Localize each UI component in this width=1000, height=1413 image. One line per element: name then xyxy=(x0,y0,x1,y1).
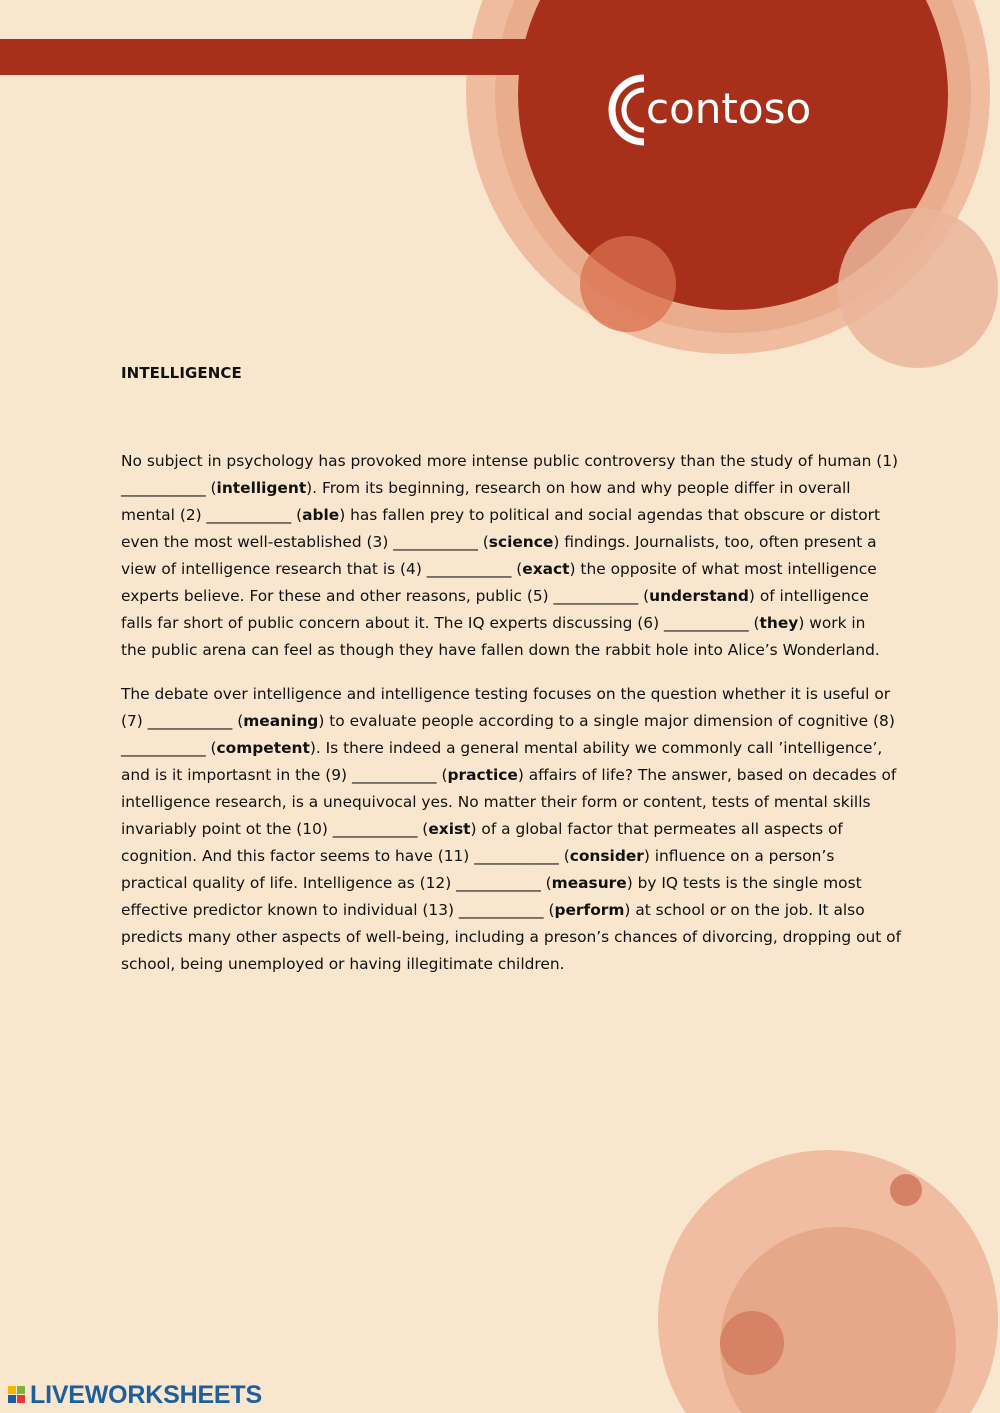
text-line xyxy=(121,610,891,637)
text-line xyxy=(121,843,891,870)
keyword: practice xyxy=(447,766,518,784)
text-line xyxy=(121,529,891,556)
text-line xyxy=(121,502,891,529)
text-segment: ) work in xyxy=(798,614,866,632)
keyword: measure xyxy=(551,874,627,892)
text-line xyxy=(121,789,891,816)
footer-brand: LIVEWORKSHEETS xyxy=(30,1381,262,1409)
keyword: perform xyxy=(554,901,625,919)
text-segment: ) influence on a person’s xyxy=(643,847,835,865)
keyword: able xyxy=(302,506,340,524)
text-segment: ) has fallen prey to political and social agendas that obscure or distort xyxy=(339,506,880,524)
text-line xyxy=(121,448,899,475)
text-line xyxy=(121,951,891,978)
text-segment: invariably point ot the (10) ___________ ( xyxy=(121,820,429,838)
text-segment: ) findings. Journalists, too, often present a xyxy=(553,533,877,551)
contoso-logo xyxy=(608,70,838,150)
text-line xyxy=(121,583,891,610)
text-segment: cognition. And this factor seems to have (11) ___________ ( xyxy=(121,847,570,865)
deco-circle-small-left xyxy=(580,236,676,332)
text-line xyxy=(121,870,891,897)
text-line xyxy=(121,556,891,583)
text-line xyxy=(121,924,901,951)
deco-bottom-small xyxy=(720,1311,784,1375)
text-segment: and is it importasnt in the (9) ___________ ( xyxy=(121,766,448,784)
page-title: INTELLIGENCE xyxy=(121,364,242,382)
keyword: intelligent xyxy=(216,479,307,497)
text-segment: the public arena can feel as though they have fallen down the rabbit hole into Alice’s Wonderland. xyxy=(121,641,880,659)
text-segment: view of intelligence research that is (4) ___________ ( xyxy=(121,560,523,578)
logo-wordmark: contoso xyxy=(646,84,812,133)
text-segment: experts believe. For these and other reasons, public (5) ___________ ( xyxy=(121,587,650,605)
keyword: consider xyxy=(569,847,644,865)
text-segment: ) to evaluate people according to a single major dimension of cognitive (8) xyxy=(318,712,895,730)
text-segment: ) the opposite of what most intelligence xyxy=(569,560,877,578)
keyword: science xyxy=(488,533,554,551)
text-segment: ___________ ( xyxy=(121,739,217,757)
deco-circle-small-right xyxy=(838,208,998,368)
text-segment: intelligence research, is a unequivocal yes. No matter their form or content, tests of mental skills xyxy=(121,793,871,811)
text-segment: ) of intelligence xyxy=(748,587,869,605)
text-segment: school, being unemployed or having illegitimate children. xyxy=(121,955,565,973)
keyword: meaning xyxy=(243,712,319,730)
text-segment: mental (2) ___________ ( xyxy=(121,506,303,524)
text-segment: practical quality of life. Intelligence as (12) ___________ ( xyxy=(121,874,552,892)
text-segment: predicts many other aspects of well-being, including a preson’s chances of divorcing, dropping out of xyxy=(121,928,901,946)
liveworksheets-icon xyxy=(8,1380,30,1410)
deco-bottom-dot xyxy=(890,1174,922,1206)
text-line xyxy=(121,816,891,843)
text-line xyxy=(121,762,897,789)
paragraph-1 xyxy=(121,448,899,664)
text-segment: The debate over intelligence and intelligence testing focuses on the question whether it is useful or xyxy=(121,685,891,703)
text-line xyxy=(121,897,891,924)
text-line xyxy=(121,708,895,735)
keyword: they xyxy=(759,614,799,632)
text-line xyxy=(121,475,891,502)
text-line xyxy=(121,681,891,708)
paragraph-2 xyxy=(121,681,901,978)
text-segment: effective predictor known to individual (13) ___________ ( xyxy=(121,901,555,919)
text-segment: ). Is there indeed a general mental ability we commonly call ’intelligence’, xyxy=(309,739,883,757)
text-segment: ). From its beginning, research on how and why people differ in overall xyxy=(306,479,851,497)
text-line xyxy=(121,637,891,664)
text-segment: ) at school or on the job. It also xyxy=(624,901,865,919)
keyword: competent xyxy=(216,739,310,757)
text-line xyxy=(121,735,891,762)
text-segment: ) by IQ tests is the single most xyxy=(626,874,862,892)
text-segment: (7) ___________ ( xyxy=(121,712,244,730)
text-segment: ) of a global factor that permeates all aspects of xyxy=(470,820,843,838)
text-segment: ___________ ( xyxy=(121,479,217,497)
text-segment: No subject in psychology has provoked more intense public controversy than the study of human (1) xyxy=(121,452,899,470)
keyword: exact xyxy=(522,560,570,578)
keyword: exist xyxy=(428,820,471,838)
text-segment: falls far short of public concern about it. The IQ experts discussing (6) ___________ ( xyxy=(121,614,760,632)
keyword: understand xyxy=(649,587,749,605)
top-banner-bar xyxy=(0,39,540,75)
text-segment: even the most well-established (3) ___________ ( xyxy=(121,533,489,551)
text-segment: ) affairs of life? The answer, based on decades of xyxy=(517,766,897,784)
